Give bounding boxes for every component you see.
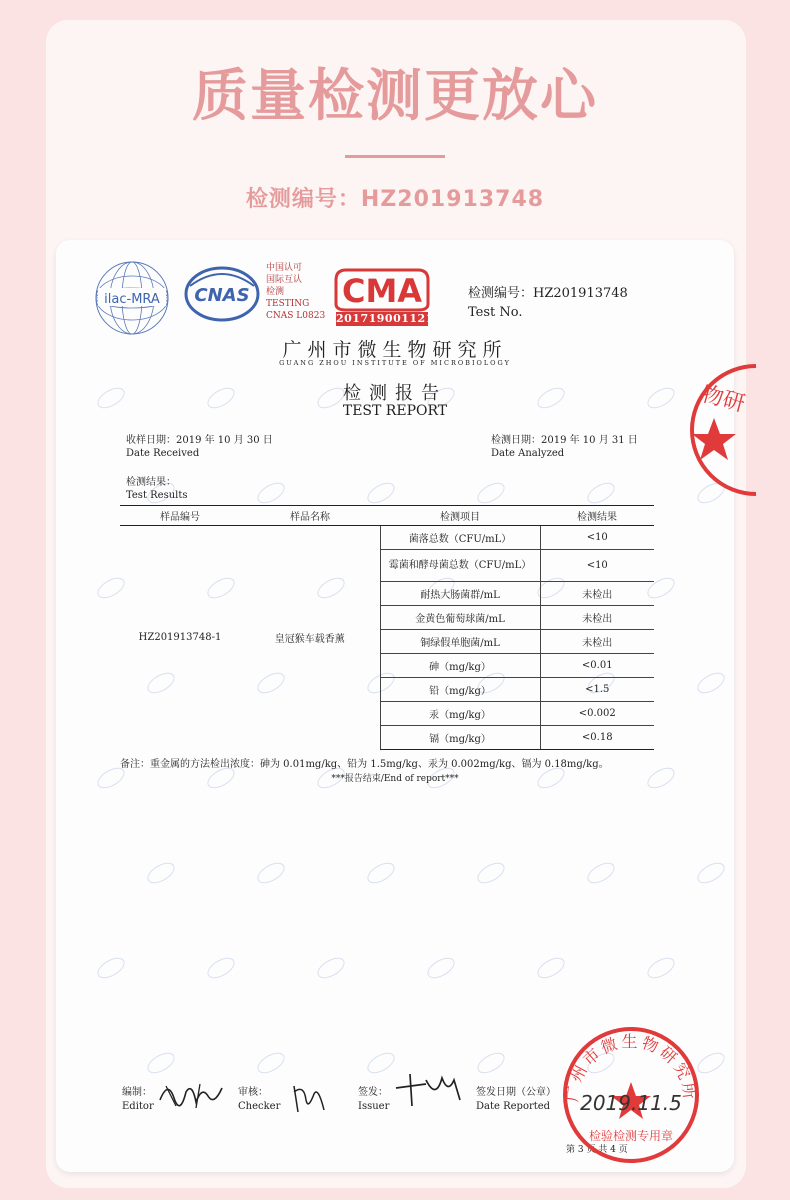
partial-seal xyxy=(636,360,756,500)
signature-issuer: 签发： Issuer xyxy=(358,1087,390,1112)
cma-label: CMA xyxy=(341,272,423,310)
hero-test-number: 检测编号：HZ201913748 xyxy=(245,187,545,212)
watermark-mark xyxy=(644,954,678,983)
watermark-mark xyxy=(584,859,618,888)
watermark-mark xyxy=(474,479,508,508)
watermark-mark xyxy=(204,954,238,983)
test-item: 砷（mg/kg） xyxy=(380,654,540,678)
test-item: 汞（mg/kg） xyxy=(380,702,540,726)
cnas-logo xyxy=(184,266,260,322)
watermark-mark xyxy=(94,954,128,983)
results-table xyxy=(120,505,654,750)
signature-editor: 编制： Editor xyxy=(122,1087,154,1112)
watermark-mark xyxy=(254,479,288,508)
signature-checker: 审核： Checker xyxy=(238,1087,281,1112)
end-of-report: ***报告结束/End of report*** xyxy=(331,774,459,784)
institute-name-en: GUANG ZHOU INSTITUTE OF MICROBIOLOGY xyxy=(279,359,511,367)
test-result: 未检出 xyxy=(540,582,654,606)
report-title-cn: 检测报告 xyxy=(343,383,447,404)
test-result: <0.002 xyxy=(540,702,654,726)
watermark-mark xyxy=(144,859,178,888)
test-result: 未检出 xyxy=(540,606,654,630)
test-result: <10 xyxy=(540,526,654,550)
hero-divider xyxy=(345,155,445,158)
watermark-mark xyxy=(584,479,618,508)
column-header: 样品名称 xyxy=(240,506,380,526)
date-analyzed: 检测日期：2019 年 10 月 31 日 Date Analyzed xyxy=(491,435,638,459)
watermark-mark xyxy=(474,1049,508,1078)
svg-text:广州市微生物研究所: 广州市微生物研究所 xyxy=(562,1032,700,1103)
svg-text:检验检测专用章: 检验检测专用章 xyxy=(588,1129,674,1143)
report-title-en: TEST REPORT xyxy=(342,403,448,419)
test-result: <1.5 xyxy=(540,678,654,702)
column-header: 样品编号 xyxy=(120,506,240,526)
cnas-label: CNAS xyxy=(194,285,250,306)
test-result: <0.01 xyxy=(540,654,654,678)
watermark-mark xyxy=(474,859,508,888)
test-result: <0.18 xyxy=(540,726,654,750)
watermark-mark xyxy=(364,859,398,888)
watermark-mark xyxy=(254,1049,288,1078)
column-header: 检测项目 xyxy=(380,506,540,526)
sample-name: 皇冠猴车载香薰 xyxy=(274,634,345,646)
editor-signature xyxy=(156,1076,226,1112)
page-number: 第 3 页 共 4 页 xyxy=(566,1145,628,1155)
test-item: 霉菌和酵母菌总数（CFU/mL） xyxy=(380,550,540,582)
test-item: 耐热大肠菌群/mL xyxy=(380,582,540,606)
method-note: 备注：重金属的方法检出浓度：砷为 0.01mg/kg、铅为 1.5mg/kg、汞为 0.002mg/kg、镉为 0.18mg/kg。 xyxy=(120,759,609,770)
watermark-mark xyxy=(254,859,288,888)
hero-title: 质量检测更放心 xyxy=(192,64,598,129)
signature-date: 签发日期（公章） Date Reported xyxy=(476,1087,556,1112)
column-header: 检测结果 xyxy=(540,506,654,526)
cnas-accreditation-text: 中国认可 国际互认 检测 TESTING CNAS L0823 xyxy=(266,263,326,321)
watermark-mark xyxy=(144,1049,178,1078)
sample-id: HZ201913748-1 xyxy=(138,632,222,644)
ilac-label: ilac-MRA xyxy=(104,292,160,307)
test-item: 镉（mg/kg） xyxy=(380,726,540,750)
ilac-mra-logo xyxy=(92,258,172,338)
test-report-document xyxy=(56,240,734,1172)
watermark-mark xyxy=(534,954,568,983)
report-test-number: 检测编号：HZ201913748 Test No. xyxy=(468,286,628,320)
watermark-mark xyxy=(314,954,348,983)
test-result: <10 xyxy=(540,550,654,582)
test-item: 菌落总数（CFU/mL） xyxy=(380,526,540,550)
checker-signature xyxy=(290,1080,330,1116)
test-result: 未检出 xyxy=(540,630,654,654)
watermark-mark xyxy=(694,669,728,698)
watermark-mark xyxy=(694,859,728,888)
watermark-mark xyxy=(424,954,458,983)
svg-text:物研: 物研 xyxy=(698,381,748,418)
svg-text:2019.11.5: 2019.11.5 xyxy=(580,1091,682,1115)
official-seal xyxy=(556,1020,706,1170)
institute-name-cn: 广州市微生物研究所 xyxy=(282,339,508,361)
cma-number: 201719001121 xyxy=(336,312,434,325)
date-received: 收样日期：2019 年 10 月 30 日 Date Received xyxy=(126,435,273,459)
table-row xyxy=(120,526,654,550)
test-item: 铅（mg/kg） xyxy=(380,678,540,702)
issuer-signature xyxy=(392,1070,466,1110)
test-item: 铜绿假单胞菌/mL xyxy=(380,630,540,654)
watermark-mark xyxy=(364,479,398,508)
test-item: 金黄色葡萄球菌/mL xyxy=(380,606,540,630)
results-label: 检测结果： Test Results xyxy=(126,477,188,501)
